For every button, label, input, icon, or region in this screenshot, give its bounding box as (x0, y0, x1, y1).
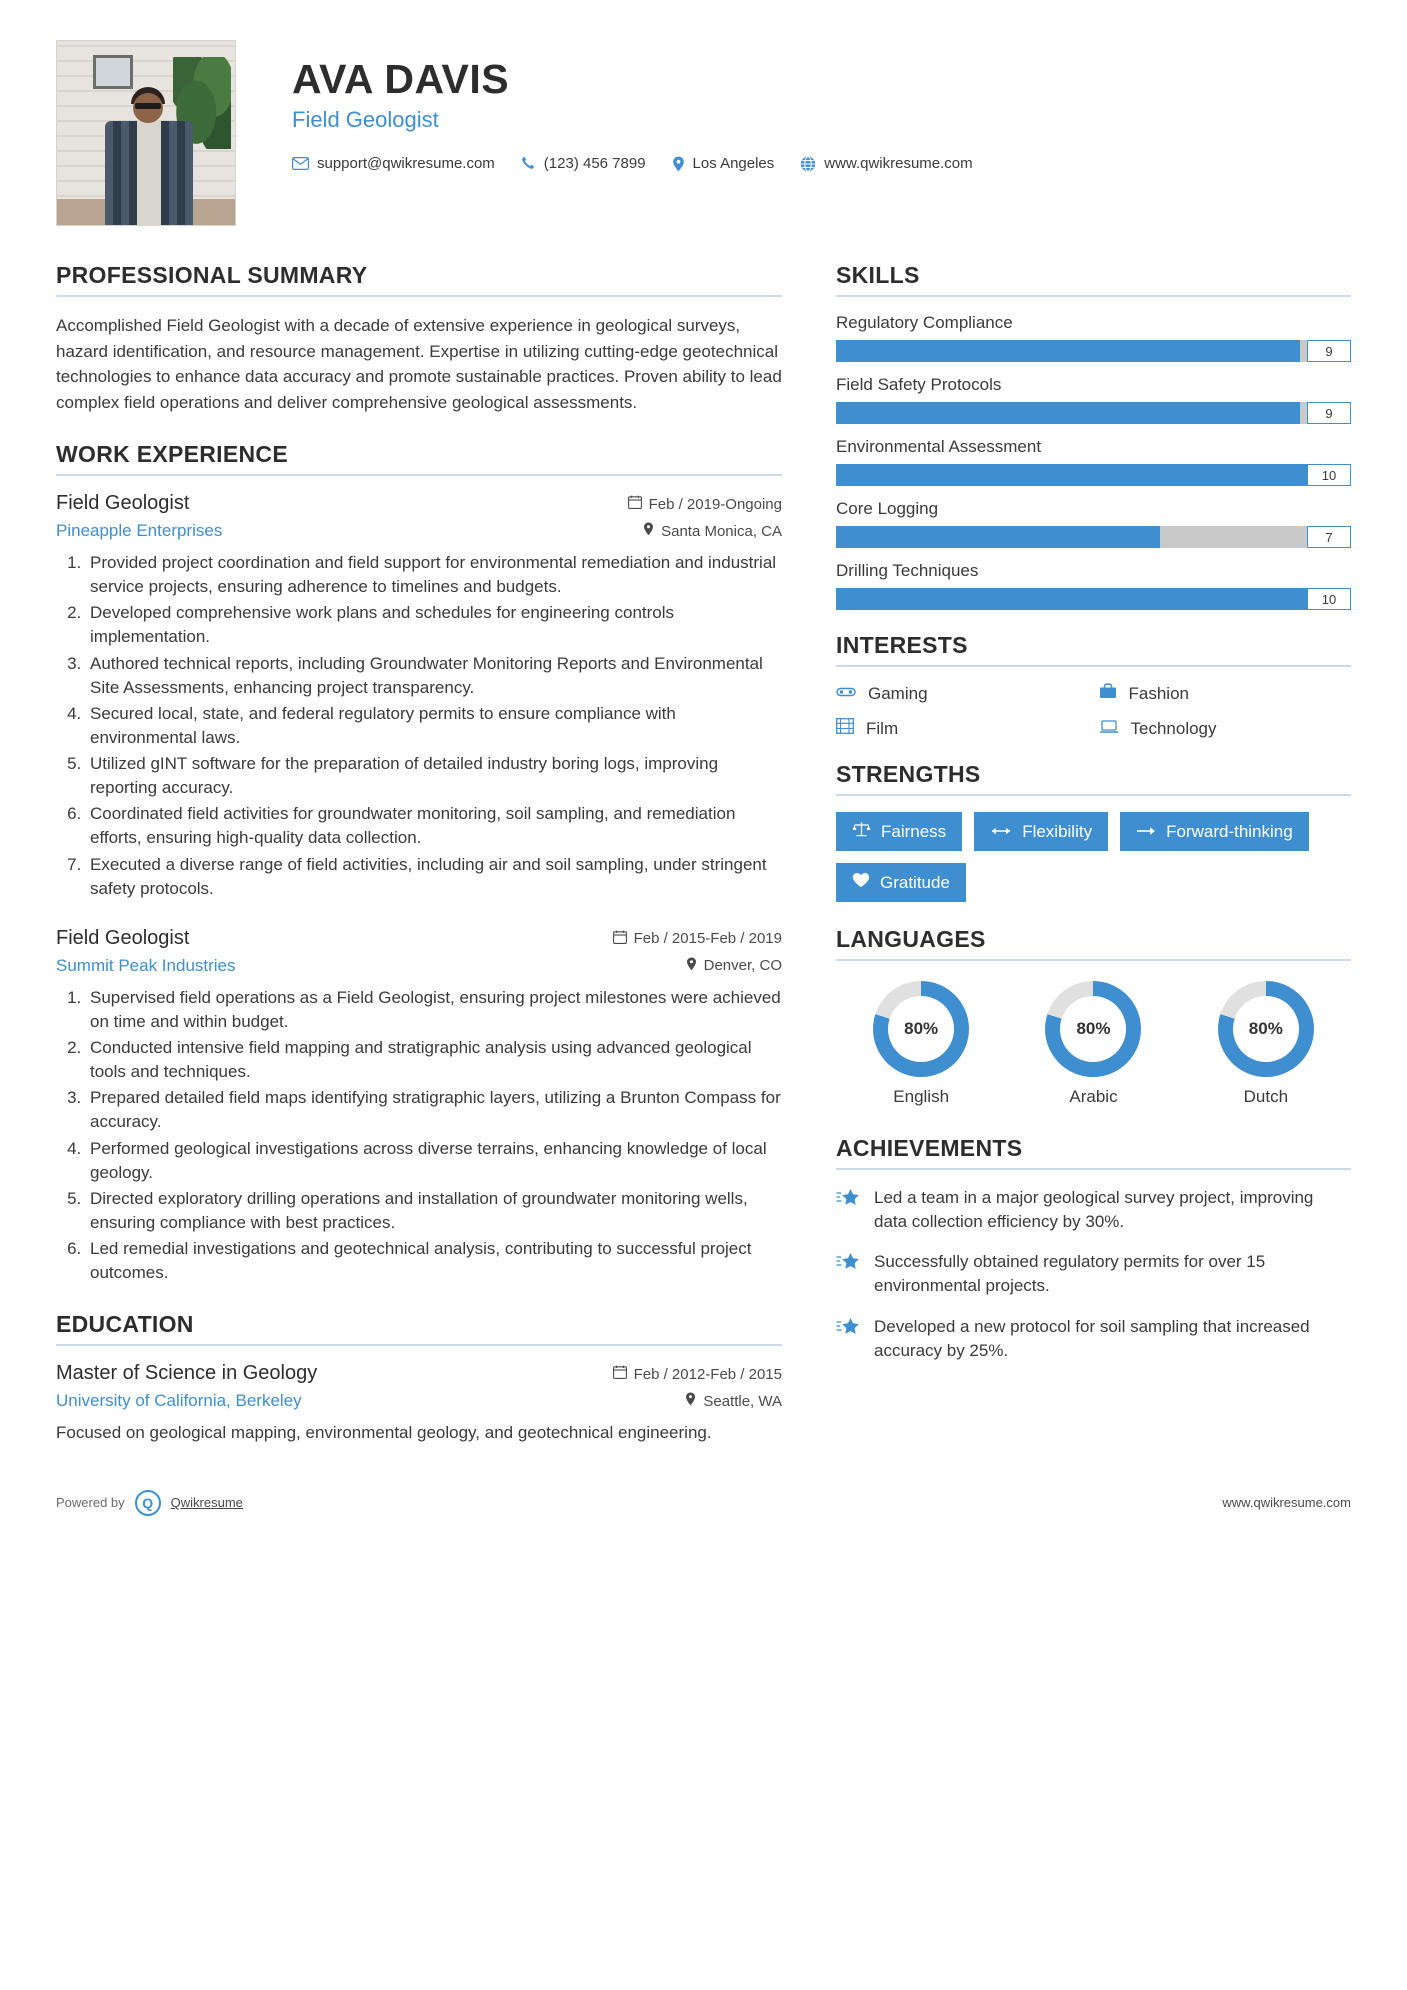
job-dates-text: Feb / 2019-Ongoing (648, 495, 782, 513)
mail-icon (292, 157, 309, 170)
language-item (842, 981, 1000, 1107)
achievement-item (836, 1186, 1351, 1234)
skill-value: 7 (1307, 526, 1351, 548)
contact-email[interactable] (292, 155, 495, 172)
star-icon (836, 1315, 860, 1363)
list-item: 2. Conducted intensive field mapping and stratigraphic analysis using advanced geological tools and techniques. (86, 1036, 782, 1084)
divider (836, 665, 1351, 667)
skill-label: Regulatory Compliance (836, 313, 1013, 332)
contact-location[interactable] (672, 155, 775, 172)
list-item: 1. Provided project coordination and field support for environmental remediation and industrial service projects, ensuring adherence to timelines and budgets. (86, 551, 782, 599)
interest-item (1099, 683, 1352, 704)
skill-value: 9 (1307, 402, 1351, 424)
contact-website-text: www.qwikresume.com (824, 155, 973, 173)
avatar (56, 40, 236, 226)
location-pin-icon (685, 1392, 696, 1410)
phone-icon (521, 156, 536, 171)
star-icon (836, 1250, 860, 1298)
section-title-interests: INTERESTS (836, 632, 968, 658)
strength-label: Fairness (881, 821, 947, 841)
job-role: Field Geologist (56, 492, 190, 514)
education-description: Focused on geological mapping, environmental geology, and geotechnical engineering. (56, 1423, 712, 1443)
language-item (1187, 981, 1345, 1107)
star-icon (836, 1186, 860, 1234)
job-bullets (56, 986, 782, 1286)
language-label: Dutch (1243, 1087, 1289, 1106)
location-pin-icon (686, 957, 697, 975)
bag-icon (1099, 683, 1117, 704)
skill-label: Drilling Techniques (836, 561, 979, 580)
job-company: Pineapple Enterprises (56, 521, 223, 540)
interest-label: Technology (1130, 718, 1217, 738)
work-entry (56, 492, 782, 901)
globe-icon (800, 156, 816, 172)
language-donut (1218, 981, 1314, 1077)
section-title-achievements: ACHIEVEMENTS (836, 1135, 1023, 1161)
interests-grid (836, 683, 1351, 739)
scales-icon (852, 821, 871, 842)
strength-chip (836, 812, 962, 851)
gamepad-icon (836, 684, 856, 704)
skill-bar (836, 402, 1351, 424)
list-item: 4. Secured local, state, and federal regulatory permits to ensure compliance with environmental laws. (86, 702, 782, 750)
contact-row (292, 155, 1351, 172)
education-dates-text: Feb / 2012-Feb / 2015 (633, 1365, 782, 1383)
divider (836, 794, 1351, 796)
strength-chip (974, 812, 1108, 851)
job-dates (628, 495, 782, 513)
interest-label: Film (866, 718, 899, 738)
skill-value: 9 (1307, 340, 1351, 362)
education-location (685, 1392, 782, 1410)
job-company: Summit Peak Industries (56, 955, 236, 975)
language-item (1014, 981, 1172, 1107)
summary-text: Accomplished Field Geologist with a decade of extensive experience in geological surveys, hazard identification, and resource management. Expertise in utilizing cutting-edge geotechnical technologies to enhance data accuracy and promote sustainable practices. Proven ability to lead complex field operations and deliver comprehensive geological assessments. (56, 316, 782, 412)
section-title-education: EDUCATION (56, 1311, 194, 1338)
skill-value: 10 (1307, 588, 1351, 610)
list-item: 3. Prepared detailed field maps identifying stratigraphic layers, utilizing a Brunton Compass for accuracy. (86, 1086, 782, 1134)
divider (836, 295, 1351, 297)
language-donut (873, 981, 969, 1077)
divider (56, 474, 782, 476)
achievement-text: Successfully obtained regulatory permits for over 15 environmental projects. (874, 1252, 1266, 1296)
strength-label: Flexibility (1022, 821, 1093, 841)
degree-title: Master of Science in Geology (56, 1362, 318, 1385)
language-label: Arabic (1069, 1087, 1118, 1106)
left-column (56, 262, 826, 1472)
film-icon (836, 718, 854, 739)
list-item: 5. Utilized gINT software for the preparation of detailed industry boring logs, improving reporting accuracy. (86, 752, 782, 800)
job-location (643, 522, 782, 540)
language-value: 80% (1060, 996, 1126, 1062)
language-value: 80% (888, 996, 954, 1062)
location-pin-icon (643, 522, 654, 540)
strength-label: Gratitude (880, 872, 950, 892)
list-item: 2. Developed comprehensive work plans and schedules for engineering controls implementation. (86, 601, 782, 649)
job-dates (613, 930, 782, 948)
contact-phone[interactable] (521, 155, 646, 172)
school-name: University of California, Berkeley (56, 1391, 302, 1411)
education-location-text: Seattle, WA (703, 1392, 782, 1410)
divider (836, 959, 1351, 961)
page-title: AVA DAVIS (292, 56, 510, 102)
interest-item (1099, 718, 1352, 739)
section-title-skills: SKILLS (836, 262, 920, 288)
list-item: 4. Performed geological investigations across diverse terrains, enhancing knowledge of local geology. (86, 1137, 782, 1185)
achievement-text: Led a team in a major geological survey project, improving data collection efficiency by 30%. (874, 1188, 1314, 1232)
job-role: Field Geologist (56, 926, 190, 949)
calendar-icon (613, 930, 627, 948)
job-location (686, 957, 782, 975)
list-item: 3. Authored technical reports, including Groundwater Monitoring Reports and Environmental Site Assessments, enhancing project transparency. (86, 652, 782, 700)
strength-chip (1120, 812, 1309, 851)
skill-label: Environmental Assessment (836, 437, 1042, 456)
divider (56, 295, 782, 297)
language-label: English (893, 1087, 950, 1106)
skill-label: Field Safety Protocols (836, 375, 1002, 394)
section-title-languages: LANGUAGES (836, 926, 986, 952)
contact-location-text: Los Angeles (692, 155, 775, 173)
list-item: 1. Supervised field operations as a Field Geologist, ensuring project milestones were achieved on time and within budget. (86, 986, 782, 1034)
strength-chip (836, 863, 966, 902)
language-value: 80% (1233, 996, 1299, 1062)
list-item: 5. Directed exploratory drilling operations and installation of groundwater monitoring wells, ensuring compliance with best practices. (86, 1187, 782, 1235)
footer-website[interactable]: www.qwikresume.com (1222, 1495, 1351, 1511)
location-pin-icon (672, 156, 685, 172)
job-location-text: Santa Monica, CA (661, 522, 782, 540)
job-bullets (56, 551, 782, 901)
languages-row (836, 977, 1351, 1107)
skill-item (836, 437, 1351, 486)
interest-item (836, 683, 1089, 704)
section-title-strengths: STRENGTHS (836, 761, 981, 787)
qwikresume-logo-icon: Q (135, 1490, 161, 1516)
list-item: 7. Executed a diverse range of field activities, including air and soil sampling, under stringent safety protocols. (86, 853, 782, 901)
achievement-item (836, 1250, 1351, 1298)
job-dates-text: Feb / 2015-Feb / 2019 (633, 930, 782, 948)
calendar-icon (613, 1365, 627, 1383)
list-item: 6. Coordinated field activities for groundwater monitoring, soil sampling, and remediation efforts, ensuring high-quality data collection. (86, 802, 782, 850)
qwikresume-link[interactable]: Qwikresume (170, 1495, 243, 1511)
divider (836, 1168, 1351, 1170)
section-title-summary: PROFESSIONAL SUMMARY (56, 262, 368, 288)
calendar-icon (628, 495, 642, 513)
laptop-icon (1099, 719, 1119, 739)
achievement-text: Developed a new protocol for soil sampling that increased accuracy by 25%. (874, 1316, 1310, 1360)
language-donut (1045, 981, 1141, 1077)
skill-label: Core Logging (836, 499, 939, 518)
contact-email-text: support@qwikresume.com (317, 155, 495, 173)
divider (56, 1344, 782, 1346)
work-entry (56, 927, 782, 1286)
interest-item (836, 718, 1089, 739)
achievement-item (836, 1315, 1351, 1363)
arrows-horizontal-icon (990, 822, 1012, 842)
arrow-right-icon (1136, 822, 1156, 842)
page-footer (56, 1490, 1351, 1516)
skill-bar (836, 526, 1351, 548)
job-title: Field Geologist (292, 107, 439, 133)
strength-label: Forward-thinking (1166, 821, 1293, 841)
list-item: 6. Led remedial investigations and geotechnical analysis, contributing to successful project outcomes. (86, 1237, 782, 1285)
strengths-list (836, 812, 1351, 902)
section-title-work: WORK EXPERIENCE (56, 441, 288, 467)
contact-phone-text: (123) 456 7899 (543, 155, 646, 173)
skill-item (836, 499, 1351, 548)
skill-item (836, 561, 1351, 610)
contact-website[interactable] (800, 155, 972, 172)
skill-item (836, 375, 1351, 424)
powered-by-label: Powered by (56, 1495, 125, 1511)
skill-value: 10 (1307, 464, 1351, 486)
education-dates (613, 1365, 782, 1383)
interest-label: Fashion (1128, 683, 1189, 703)
right-column (826, 262, 1351, 1472)
job-location-text: Denver, CO (703, 957, 782, 975)
skill-bar (836, 340, 1351, 362)
education-entry (56, 1362, 782, 1446)
heart-icon (852, 872, 870, 893)
skill-bar (836, 464, 1351, 486)
interest-label: Gaming (868, 683, 928, 703)
skill-item (836, 313, 1351, 362)
skill-bar (836, 588, 1351, 610)
resume-header (56, 40, 1351, 236)
